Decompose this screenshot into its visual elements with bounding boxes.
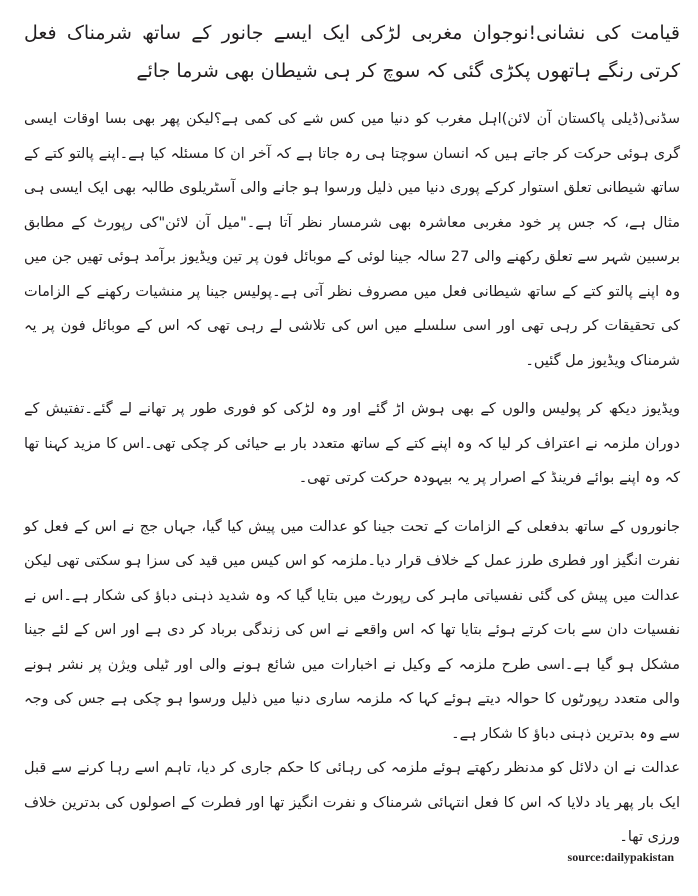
article-paragraph: ویڈیوز دیکھ کر پولیس والوں کے بھی ہوش اڑ گئے اور وہ لڑکی کو فوری طور پر تھانے لے گئے۔تفتیش کے دوران ملزمہ نے اعتراف کر لیا کہ وہ اپنے کتے کے ساتھ متعدد بار بے حیائی کر چکی تھی۔اس کا مزید کہنا تھا کہ وہ اپنے بوائے فرینڈ کے اصرار پر یہ بیہودہ حرکت کرتی تھی۔ xyxy=(24,401,680,486)
article-paragraph: سڈنی(ڈیلی پاکستان آن لائن)اہل مغرب کو دنیا میں کس شے کی کمی ہے؟لیکن پھر بھی بسا اوقات ایسی گری ہوئی حرکت کر جاتے ہیں کہ انسان سوچتا ہی رہ جاتا ہے کہ آخر ان کا مسئلہ کیا ہے۔اپنے پالتو کتے کے ساتھ شیطانی تعلق استوار کرکے پوری دنیا میں ذلیل ورسوا ہو جانے والی آسٹریلوی طالبہ بھی ایک ایسی ہی مثال ہے، کہ جس پر خود مغربی معاشرہ بھی شرمسار نظر آتا ہے۔"میل آن لائن"کی رپورٹ کے مطابق برسبین شہر سے تعلق رکھنے والی 27 سالہ جینا لوئی کے موبائل فون پر تین ویڈیوز برآمد ہوئی تھیں جن میں وہ اپنے پالتو کتے کے ساتھ شیطانی فعل میں مصروف نظر آتی ہے۔پولیس جینا پر منشیات رکھنے کے الزامات کی تحقیقات کر رہی تھی اور اسی سلسلے میں اس کی تلاشی لے رہی تھی کہ اس کے موبائل فون پر یہ شرمناک ویڈیوز مل گئیں۔ xyxy=(24,111,680,369)
article-title: قیامت کی نشانی!نوجوان مغربی لڑکی ایک ایسے جانور کے ساتھ شرمناک فعل کرتی رنگے ہاتھوں پکڑی گئی کہ سوچ کر ہی شیطان بھی شرما جائے xyxy=(24,22,680,82)
article-paragraph: عدالت نے ان دلائل کو مدنظر رکھتے ہوئے ملزمہ کی رہائی کا حکم جاری کر دیا، تاہم اسے رہا کرنے سے قبل ایک بار پھر یاد دلایا کہ اس کا فعل انتہائی شرمناک و نفرت انگیز تھا اور فطرت کے اصولوں کی بدترین خلاف ورزی تھا۔ xyxy=(24,760,680,845)
source-credit: source:dailypakistan xyxy=(567,850,674,864)
article-paragraph: جانوروں کے ساتھ بدفعلی کے الزامات کے تحت جینا کو عدالت میں پیش کیا گیا، جہاں جج نے اس کے فعل کو نفرت انگیز اور فطری طرز عمل کے خلاف قرار دیا۔ملزمہ کو اس کیس میں قید کی سزا ہو سکتی تھی لیکن عدالت میں پیش کی گئی نفسیاتی ماہر کی رپورٹ میں بتایا گیا کہ وہ شدید ذہنی دباؤ کی شکار ہے۔اس نے نفسیات دان سے بات کرتے ہوئے بتایا تھا کہ اس واقعے نے اس کی زندگی برباد کر دی ہے اور اس کے لئے جینا مشکل ہو گیا ہے۔اسی طرح ملزمہ کے وکیل نے اخبارات میں شائع ہونے والی اور ٹیلی ویژن پر نشر ہونے والی متعدد رپورٹوں کا حوالہ دیتے ہوئے کہا کہ ملزمہ ساری دنیا میں ذلیل ورسوا ہو چکی ہے جس کی وجہ سے وہ بدترین ذہنی دباؤ کا شکار ہے۔ xyxy=(24,518,680,742)
